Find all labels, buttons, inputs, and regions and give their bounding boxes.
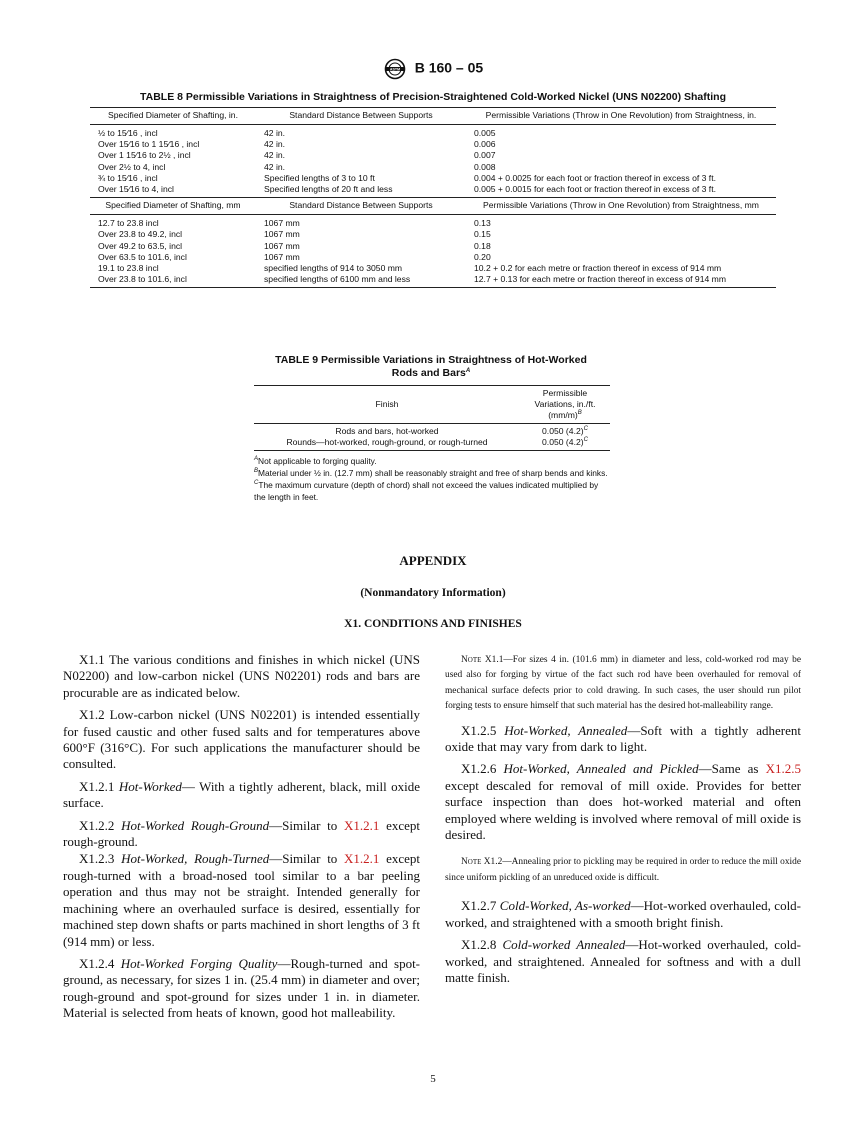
footnote bbox=[254, 479, 610, 503]
table-cell: Over 15⁄16 to 4, incl bbox=[90, 184, 256, 198]
table8-title: TABLE 8 Permissible Variations in Straightness of Precision-Straightened Cold-Worked Nickel (UNS N02200) Shafting bbox=[140, 91, 726, 103]
section-text: —Same as bbox=[698, 761, 766, 777]
footnote-mark: C bbox=[254, 480, 259, 486]
section-title: Hot-Worked Forging Quality bbox=[120, 955, 278, 971]
table9 bbox=[254, 385, 610, 451]
table9-header bbox=[254, 386, 610, 424]
footnote-text: The maximum curvature (depth of chord) shall not exceed the values indicated multiplied by the length in feet. bbox=[254, 480, 599, 502]
section-text: except descaled for removal of mill oxide. Provides for better surface inspection than does hot-worked material and often employed where welding is involved where removal of mill oxide is desired. bbox=[445, 777, 801, 843]
table-cell: Specified lengths of 20 ft and less bbox=[256, 184, 466, 198]
section-title: Hot-Worked Rough-Ground bbox=[121, 817, 270, 833]
table-cell: ¾ to 15⁄16 , incl bbox=[98, 172, 158, 183]
table-row bbox=[90, 139, 776, 150]
table9-title-line1: TABLE 9 Permissible Variations in Straightness of Hot-Worked bbox=[275, 354, 587, 366]
table-cell: specified lengths of 6100 mm and less bbox=[256, 274, 466, 288]
footnote bbox=[254, 467, 610, 479]
note-label: Note X1.2 bbox=[461, 857, 503, 868]
section-number: X1.2.5 bbox=[461, 722, 497, 738]
footnote-mark: A bbox=[465, 368, 471, 374]
table-header-cell: Permissible Variations (Throw in One Revolution) from Straightness, mm bbox=[483, 200, 759, 211]
table-cell: Over 15⁄16 to 1 15⁄16 , incl bbox=[98, 139, 200, 150]
table-cell: 42 in. bbox=[264, 139, 286, 150]
note-x1-1 bbox=[445, 653, 801, 715]
document-header bbox=[0, 58, 866, 80]
section-title: Hot-Worked, Annealed and Pickled bbox=[503, 761, 699, 777]
table-row bbox=[90, 150, 776, 161]
section-number: X1.2.1 bbox=[79, 778, 115, 794]
section-number: X1.2.2 bbox=[79, 817, 115, 833]
table9-title bbox=[250, 354, 612, 380]
footnote-text: Not applicable to forging quality. bbox=[258, 456, 377, 466]
table-row bbox=[90, 173, 776, 184]
section-text: — With a tightly adherent, black, mill oxide surface. bbox=[63, 778, 421, 811]
appendix-subtitle: (Nonmandatory Information) bbox=[360, 587, 506, 599]
table-row bbox=[90, 252, 776, 263]
section-text: —Similar to bbox=[269, 817, 344, 833]
table-cell: Over 1 15⁄16 to 2½ , incl bbox=[98, 150, 191, 161]
table-header-cell: Standard Distance Between Supports bbox=[289, 200, 433, 211]
table-cell: Specified lengths of 3 to 10 ft bbox=[264, 172, 375, 183]
paragraph-x1-2-3 bbox=[63, 851, 420, 949]
table-cell: 12.7 + 0.13 for each metre or fraction thereof in excess of 914 mm bbox=[466, 274, 776, 288]
xref-link-x1-2-1[interactable]: X1.2.1 bbox=[344, 851, 380, 867]
section-heading: X1. CONDITIONS AND FINISHES bbox=[344, 618, 522, 630]
paragraph-x1-2-6 bbox=[445, 761, 801, 843]
table-cell: Over 23.8 to 49.2, incl bbox=[98, 229, 183, 240]
section-text: —Hot-worked overhauled, cold-worked, and straightened. Annealed for softness and with a dull matte finish. bbox=[445, 937, 802, 985]
footnote-mark: B bbox=[577, 410, 582, 416]
table-cell: 0.007 bbox=[474, 150, 496, 161]
appendix-title: APPENDIX bbox=[399, 553, 467, 568]
xref-link-x1-2-1[interactable]: X1.2.1 bbox=[343, 817, 380, 833]
section-text: except rough-turned with a broad-nosed tool similar to a bar peeling operation and thus may not be straight. Intended generally for machining where an overhauled surface is desired, essentially for machined step down shafts or parts machined in short lengths of 3 ft (914 mm) or less. bbox=[63, 851, 421, 949]
table8 bbox=[90, 107, 776, 288]
section-number: X1.2.8 bbox=[461, 937, 497, 953]
table-cell: Over 2½ to 4, incl bbox=[98, 161, 166, 172]
section-title: Cold-worked Annealed bbox=[502, 937, 626, 953]
table-header-cell bbox=[520, 386, 610, 424]
table-row bbox=[90, 184, 776, 198]
svg-text:ASTM: ASTM bbox=[389, 67, 400, 72]
paragraph-x1-2-4 bbox=[63, 956, 420, 1022]
table-cell: 10.2 + 0.2 for each metre or fraction thereof in excess of 914 mm bbox=[474, 263, 722, 274]
table9-title-line2: Rods and Bars bbox=[391, 367, 466, 379]
footnote-mark: A bbox=[254, 456, 259, 462]
table-cell: 1067 mm bbox=[256, 215, 466, 230]
table-cell: 0.005 + 0.0015 for each foot or fraction thereof in excess of 3 ft. bbox=[466, 184, 776, 198]
table-cell: 0.13 bbox=[466, 215, 776, 230]
header-line: Permissible bbox=[542, 388, 588, 398]
section-number: X1.2.6 bbox=[461, 761, 497, 777]
table-cell: Rods and bars, hot-worked bbox=[335, 426, 439, 436]
section-number: X1.2.4 bbox=[79, 955, 115, 971]
paragraph-x1-2: X1.2 Low-carbon nickel (UNS N02201) is intended essentially for fused caustic and other fused salts and for temperatures above 600°F (316°C). For such applications the manufacturer should be consulted. bbox=[63, 707, 420, 772]
section-text: —Rough-turned and spot-ground, as necessary, for sizes 1 in. (25.4 mm) in diameter and over; rough-ground and spot-ground for sizes under 1 in. in diameter. Material is selected from heats of known, good hot malleability. bbox=[63, 955, 421, 1021]
table-cell: specified lengths of 914 to 3050 mm bbox=[264, 263, 403, 274]
table8-header-mm bbox=[90, 198, 776, 215]
section-title: Hot-Worked bbox=[118, 778, 182, 794]
footnote-mark: C bbox=[583, 437, 588, 443]
xref-link-x1-2-5[interactable]: X1.2.5 bbox=[765, 761, 801, 777]
doc-id: B 160 – 05 bbox=[414, 59, 484, 76]
cell-value: 0.050 (4.2) bbox=[542, 437, 584, 447]
section-text: except rough-ground. bbox=[63, 817, 420, 850]
table-row bbox=[254, 424, 610, 438]
table-cell: 1067 mm bbox=[264, 240, 300, 251]
table-cell: 1067 mm bbox=[264, 251, 300, 262]
footnote-mark: B bbox=[254, 468, 259, 474]
paragraph-x1-1: X1.1 The various conditions and finishes in which nickel (UNS N02200) and low-carbon nickel (UNS N02201) rods and bars are procurable are as indicated below. bbox=[63, 652, 420, 700]
section-title: Hot-Worked, Annealed bbox=[504, 722, 628, 738]
table-header-cell: Standard Distance Between Supports bbox=[256, 108, 466, 125]
note-x1-2 bbox=[445, 855, 801, 886]
right-column bbox=[445, 653, 801, 992]
table-cell: 42 in. bbox=[264, 150, 286, 161]
footnote bbox=[254, 455, 610, 467]
header-line: Variations, in./ft. bbox=[534, 399, 596, 409]
paragraph-x1-2-5 bbox=[445, 723, 801, 756]
section-text: —Hot-worked overhauled, cold-worked, and straightened with a smooth bright finish. bbox=[445, 898, 802, 930]
table-cell: 0.004 + 0.0025 for each foot or fraction thereof in excess of 3 ft. bbox=[474, 172, 716, 183]
table-row bbox=[90, 162, 776, 173]
paragraph-x1-2-7 bbox=[445, 898, 801, 931]
table-cell: 12.7 to 23.8 incl bbox=[90, 215, 256, 230]
page-number: 5 bbox=[430, 1073, 436, 1085]
table-cell: 0.15 bbox=[474, 229, 491, 240]
table-cell bbox=[520, 437, 610, 451]
table-row bbox=[90, 241, 776, 252]
cell-value: 0.050 (4.2) bbox=[542, 426, 584, 436]
table-cell: 0.18 bbox=[474, 240, 491, 251]
table-row bbox=[90, 125, 776, 140]
table-cell: 0.005 bbox=[466, 125, 776, 140]
table-cell: 0.006 bbox=[474, 139, 496, 150]
paragraph-x1-2-1 bbox=[63, 779, 420, 812]
table8-header-in bbox=[90, 108, 776, 125]
note-text: —Annealing prior to pickling may be required in order to reduce the mill oxide since uniform pickling of an unreduced oxide is difficult. bbox=[445, 857, 801, 883]
table-cell: 0.20 bbox=[474, 251, 491, 262]
section-title: Cold-Worked, As-worked bbox=[499, 898, 631, 914]
astm-logo bbox=[383, 58, 407, 80]
table-row bbox=[90, 263, 776, 274]
table-header-cell: Specified Diameter of Shafting, in. bbox=[90, 108, 256, 125]
table-cell: ½ to 15⁄16 , incl bbox=[90, 125, 256, 140]
table-header-cell: Permissible Variations (Throw in One Revolution) from Straightness, in. bbox=[466, 108, 776, 125]
table-cell bbox=[520, 424, 610, 438]
left-column bbox=[63, 652, 420, 1028]
table-header-cell: Specified Diameter of Shafting, mm bbox=[105, 200, 241, 211]
table-row bbox=[90, 215, 776, 230]
table-cell: Rounds—hot-worked, rough-ground, or rough-turned bbox=[254, 437, 520, 451]
table-row bbox=[254, 437, 610, 451]
table-cell: Over 23.8 to 101.6, incl bbox=[90, 274, 256, 288]
table-cell: Over 63.5 to 101.6, incl bbox=[98, 251, 187, 262]
section-number: X1.2.7 bbox=[461, 898, 497, 914]
note-label: Note X1.1 bbox=[461, 655, 504, 665]
table-cell: Over 49.2 to 63.5, incl bbox=[98, 240, 183, 251]
table-cell: 42 in. bbox=[264, 161, 286, 172]
paragraph-x1-2-8 bbox=[445, 937, 801, 986]
table-cell: 0.008 bbox=[474, 161, 496, 172]
table-cell: 19.1 to 23.8 incl bbox=[98, 263, 159, 274]
footnote-mark: C bbox=[583, 426, 588, 432]
section-text: —Similar to bbox=[269, 851, 344, 867]
table-row bbox=[90, 229, 776, 240]
footnote-text: Material under ½ in. (12.7 mm) shall be reasonably straight and free of sharp bends and kinks. bbox=[258, 468, 608, 478]
table-row bbox=[90, 274, 776, 288]
table9-footnotes bbox=[254, 455, 610, 503]
table-header-cell: Finish bbox=[254, 386, 520, 424]
section-number: X1.2.3 bbox=[79, 851, 115, 867]
note-text: —For sizes 4 in. (101.6 mm) in diameter and less, cold-worked rod may be used also for forging by virtue of the fact such rod have been overhauled for removal of mechanical surface defects prior to cold drawing. In such cases, the user should run pilot forging tests to ensure himself that such material has the desired hot-malleability range. bbox=[445, 655, 802, 712]
paragraph-x1-2-2 bbox=[63, 818, 420, 851]
table-cell: 42 in. bbox=[256, 125, 466, 140]
section-text: —Soft with a tightly adherent oxide that may vary from dark to light. bbox=[445, 722, 802, 755]
table-cell: 1067 mm bbox=[264, 229, 300, 240]
section-title: Hot-Worked, Rough-Turned bbox=[121, 851, 270, 867]
header-line: (mm/m) bbox=[548, 410, 578, 420]
